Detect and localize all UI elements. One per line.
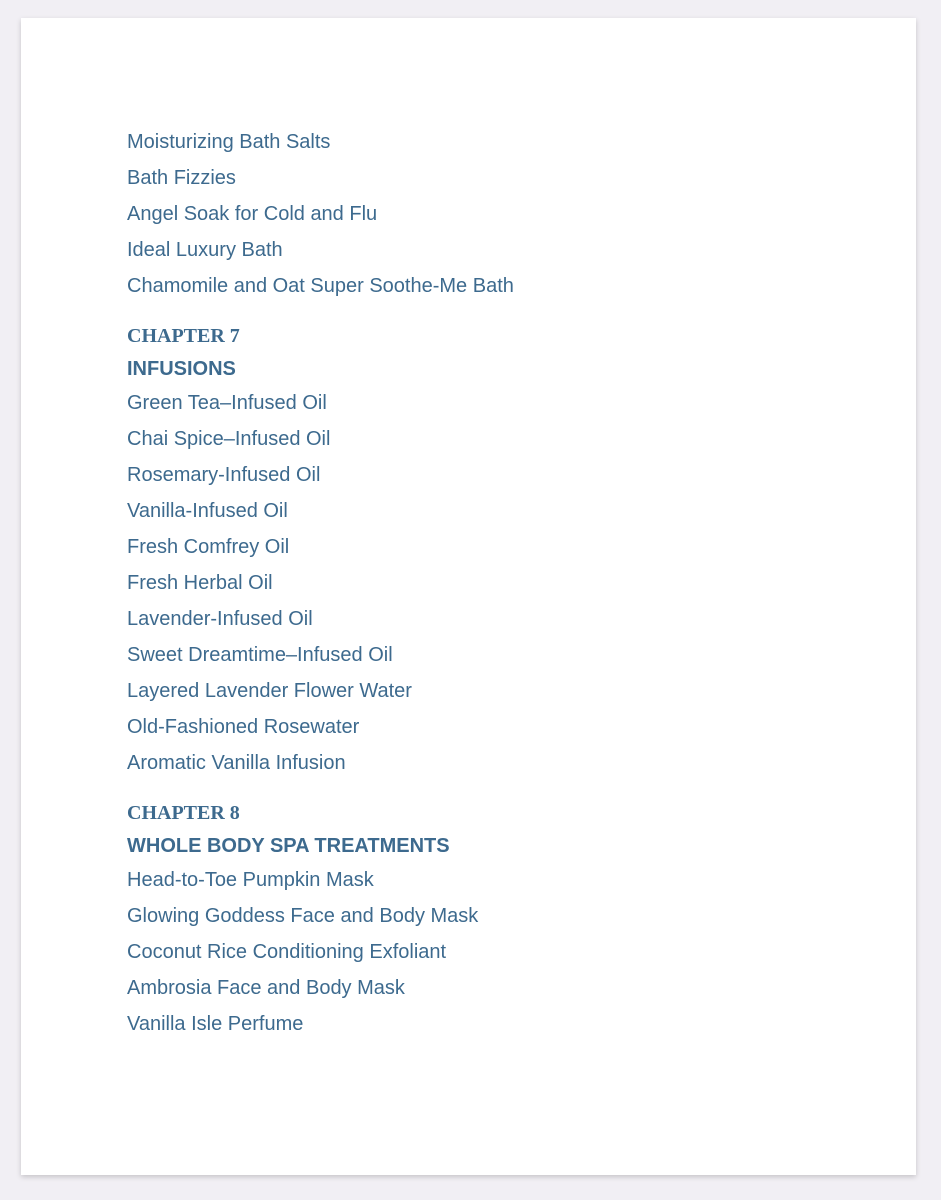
toc-entry[interactable]: Glowing Goddess Face and Body Mask — [127, 905, 479, 927]
toc-entry[interactable]: Green Tea–Infused Oil — [127, 392, 327, 414]
toc-entry[interactable]: Fresh Herbal Oil — [127, 572, 273, 594]
toc-entry[interactable]: Rosemary-Infused Oil — [127, 464, 321, 486]
document-page — [21, 18, 916, 1175]
toc-entry[interactable]: Vanilla-Infused Oil — [127, 500, 288, 522]
toc-entry[interactable]: Old-Fashioned Rosewater — [127, 716, 360, 738]
toc-entry[interactable]: Bath Fizzies — [127, 167, 236, 189]
toc-entry[interactable]: Angel Soak for Cold and Flu — [127, 203, 378, 225]
chapter-number: CHAPTER 8 — [127, 802, 240, 824]
table-of-contents — [127, 124, 827, 1042]
toc-entry[interactable]: Lavender-Infused Oil — [127, 608, 313, 630]
toc-entry[interactable]: Vanilla Isle Perfume — [127, 1013, 304, 1035]
toc-entry[interactable]: Head-to-Toe Pumpkin Mask — [127, 869, 374, 891]
chapter-title: WHOLE BODY SPA TREATMENTS — [127, 835, 450, 857]
toc-entry[interactable]: Sweet Dreamtime–Infused Oil — [127, 644, 393, 666]
toc-entry[interactable]: Aromatic Vanilla Infusion — [127, 752, 346, 774]
chapter-8-section — [127, 796, 827, 1042]
toc-entry[interactable]: Chai Spice–Infused Oil — [127, 428, 331, 450]
chapter-7-section — [127, 319, 827, 781]
toc-entry[interactable]: Chamomile and Oat Super Soothe-Me Bath — [127, 275, 514, 297]
intro-entry-list — [127, 124, 827, 304]
chapter-number: CHAPTER 7 — [127, 325, 240, 347]
toc-entry[interactable]: Moisturizing Bath Salts — [127, 131, 331, 153]
toc-entry[interactable]: Fresh Comfrey Oil — [127, 536, 290, 558]
toc-entry[interactable]: Ambrosia Face and Body Mask — [127, 977, 405, 999]
toc-entry[interactable]: Coconut Rice Conditioning Exfoliant — [127, 941, 447, 963]
toc-entry[interactable]: Layered Lavender Flower Water — [127, 680, 412, 702]
chapter-title: INFUSIONS — [127, 358, 236, 380]
toc-entry[interactable]: Ideal Luxury Bath — [127, 239, 283, 261]
